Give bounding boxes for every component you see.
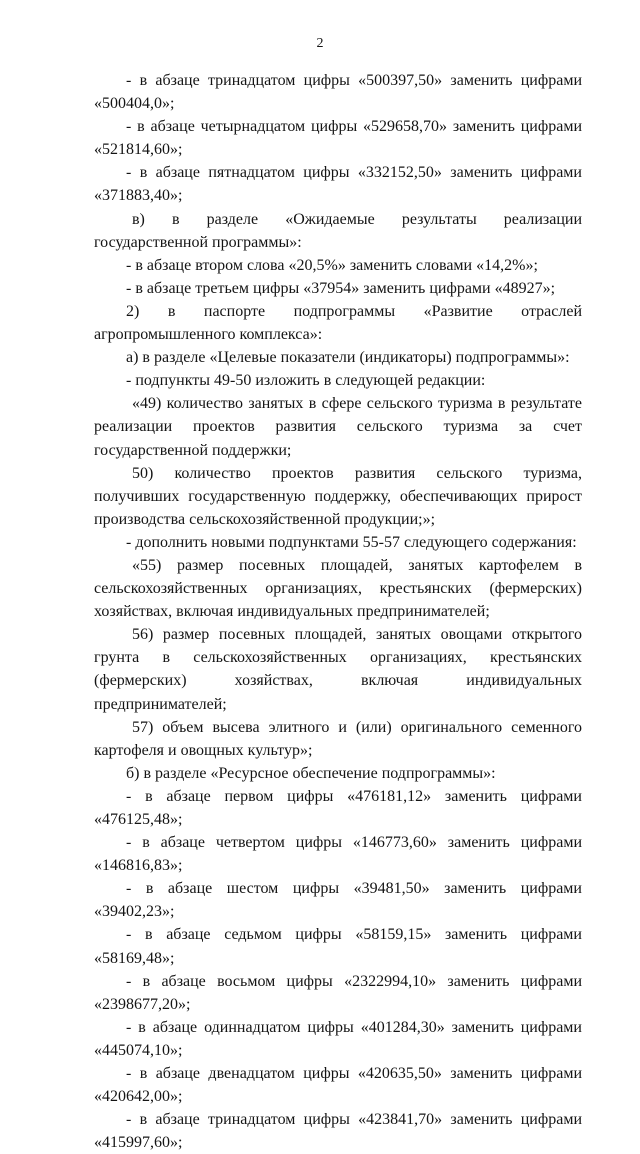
paragraph-item-56: 56) размер посевных площадей, занятых овощами открытого грунта в сельскохозяйственных организациях, крестьянских (фермерских) хозяйствах, включая индивидуальных предпринимателей;	[94, 626, 582, 713]
paragraph-section-target-indicators: а) в разделе «Целевые показатели (индикаторы) подпрограммы»:	[126, 349, 570, 367]
paragraph-amend-abzac-6: - в абзаце шестом цифры «39481,50» заменить цифрами «39402,23»;	[94, 880, 582, 921]
paragraph-amend-abzac-1: - в абзаце первом цифры «476181,12» заменить цифрами «476125,48»;	[94, 787, 582, 828]
paragraph-section-expected-results: в) в разделе «Ожидаемые результаты реализации государственной программы»:	[94, 210, 582, 251]
paragraph-amend-abzac-8: - в абзаце восьмом цифры «2322994,10» заменить цифрами «2398677,20»;	[94, 972, 582, 1013]
paragraph-amend-abzac-14: - в абзаце четырнадцатом цифры «529658,70» заменить цифрами «521814,60»;	[94, 118, 582, 159]
paragraph-amend-abzac-3: - в абзаце третьем цифры «37954» заменить цифрами «48927»;	[126, 279, 556, 297]
paragraph-amend-abzac-12: - в абзаце двенадцатом цифры «420635,50» заменить цифрами «420642,00»;	[94, 1065, 582, 1106]
document-body	[94, 69, 582, 1154]
paragraph-amend-abzac-7: - в абзаце седьмом цифры «58159,15» заменить цифрами «58169,48»;	[94, 926, 582, 967]
paragraph-item-49: «49) количество занятых в сфере сельского туризма в результате реализации проектов развития сельского туризма за счет государственной поддержки;	[94, 395, 582, 459]
paragraph-amend-abzac-2-words: - в абзаце втором слова «20,5%» заменить словами «14,2%»;	[126, 256, 538, 274]
paragraph-amend-abzac-13: - в абзаце тринадцатом цифры «500397,50» заменить цифрами «500404,0»;	[94, 72, 582, 113]
paragraph-amend-abzac-4: - в абзаце четвертом цифры «146773,60» заменить цифрами «146816,83»;	[94, 834, 582, 875]
paragraph-amend-abzac-15: - в абзаце пятнадцатом цифры «332152,50» заменить цифрами «371883,40»;	[94, 164, 582, 205]
paragraph-amend-abzac-13-resources: - в абзаце тринадцатом цифры «423841,70» заменить цифрами «415997,60»;	[94, 1111, 582, 1152]
paragraph-item-57: 57) объем высева элитного и (или) оригинального семенного картофеля и овощных культур»;	[94, 718, 582, 759]
paragraph-subitems-49-50: - подпункты 49-50 изложить в следующей редакции:	[126, 372, 486, 390]
paragraph-amend-abzac-11: - в абзаце одиннадцатом цифры «401284,30» заменить цифрами «445074,10»;	[94, 1018, 582, 1059]
page-number: 2	[316, 36, 324, 51]
paragraph-subprogram-passport: 2) в паспорте подпрограммы «Развитие отраслей агропромышленного комплекса»:	[94, 302, 582, 344]
paragraph-item-55: «55) размер посевных площадей, занятых картофелем в сельскохозяйственных организациях, крестьянских (фермерских) хозяйствах, включая индивидуальных предпринимателей;	[94, 556, 582, 621]
paragraph-item-50: 50) количество проектов развития сельского туризма, получивших государственную поддержку, обеспечивающих прирост производства сельскохозяйственной продукции;»;	[94, 464, 582, 528]
paragraph-section-resources: б) в разделе «Ресурсное обеспечение подпрограммы»:	[126, 764, 496, 782]
paragraph-add-subitems-55-57: - дополнить новыми подпунктами 55-57 следующего содержания:	[126, 533, 577, 551]
